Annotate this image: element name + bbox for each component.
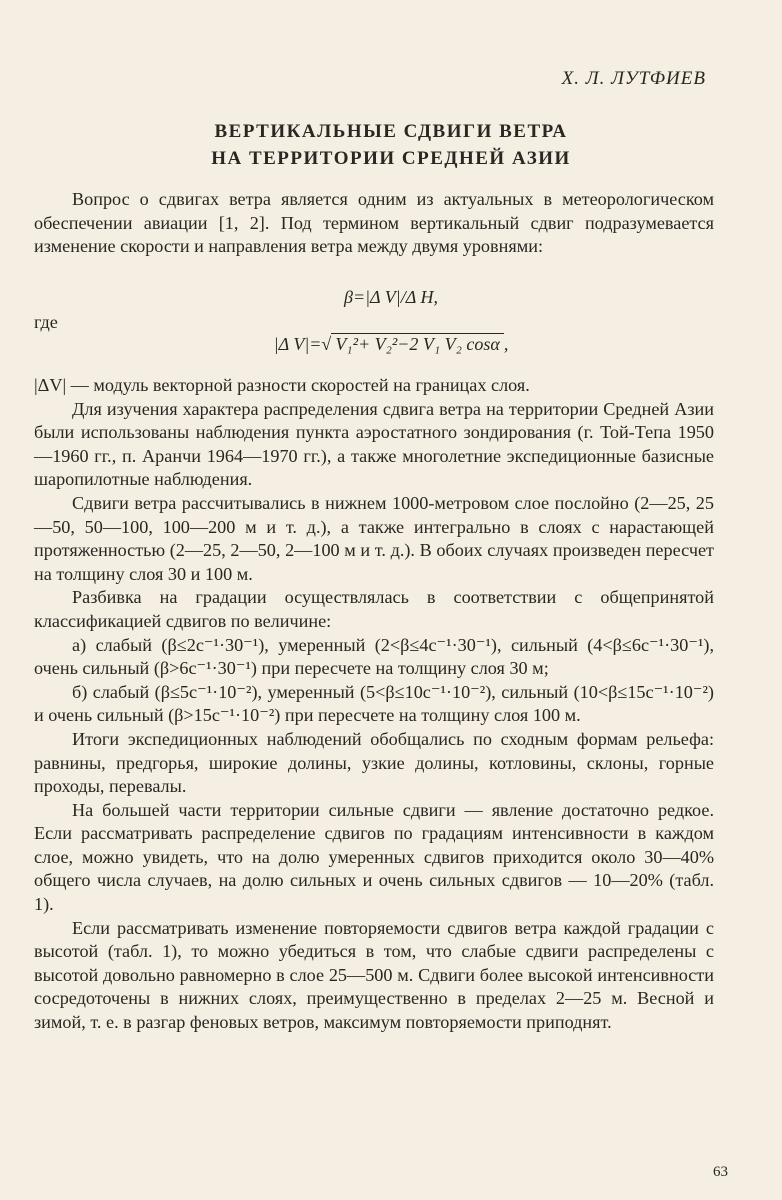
list-item-b: б) слабый (β≤5c⁻¹·10⁻²), умеренный (5<β≤10c⁻¹·10⁻²), сильный (10<β≤15c⁻¹·10⁻²) и очень сильный (β>15c⁻¹·10⁻²) при пересчете на толщину слоя 100 м. (34, 681, 714, 726)
author-name: Х. Л. ЛУТФИЕВ (561, 68, 706, 89)
paragraph-7: Если рассматривать изменение повторяемости сдвигов ветра каждой градации с высотой (табл. 1), то можно убедиться в том, что слабые сдвиги распределены с высотой довольно равномерно в слое 25—500 м. Сдвиги более высокой интенсивности сосредоточены в нижних слоях, преимущественно в пределах 2—25 м. Весной и зимой, т. е. в разгар феновых ветров, максимум повторяемости приподнят. (34, 917, 714, 1033)
paragraph-2: Для изучения характера распределения сдвига ветра на территории Средней Азии были использованы наблюдения пункта аэростатного зондирования (г. Той-Тепа 1950—1960 гг., п. Аранчи 1964—1970 гг.), а также многолетние экспедиционные базисные шаропилотные наблюдения. (34, 398, 714, 490)
formula-beta: β=|Δ V|/Δ H, (344, 287, 438, 307)
delta-v-definition: |ΔV| — модуль векторной разности скоростей на границах слоя. (34, 375, 530, 395)
paragraph-3: Сдвиги ветра рассчитывались в нижнем 1000-метровом слое послойно (2—25, 25—50, 50—100, 100—200 м и т. д.), а также интегрально в слоях с нарастающей протяженностью (2—25, 2—50, 2—100 м и т. д.). В обоих случаях произведен пересчет на толщину слоя 30 и 100 м. (34, 492, 714, 584)
paragraph-6: На большей части территории сильные сдвиги — явление достаточно редкое. Если рассматривать распределение сдвигов по градациям интенсивности в каждом слое, можно увидеть, что на долю умеренных сдвигов приходится около 30—40% общего числа случаев, на долю сильных и очень сильных сдвигов — 10—20% (табл. 1). (34, 799, 714, 915)
formula-delta-v (0, 334, 782, 355)
list-item-a: а) слабый (β≤2c⁻¹·30⁻¹), умеренный (2<β≤4c⁻¹·30⁻¹), сильный (4<β≤6c⁻¹·30⁻¹), очень сильный (β>6c⁻¹·30⁻¹) при пересчете на толщину слоя 30 м; (34, 634, 714, 679)
where-label: где (34, 312, 58, 332)
paragraph-5: Итоги экспедиционных наблюдений обобщались по сходным формам рельефа: равнины, предгорья, широкие долины, узкие долины, котловины, склоны, горные проходы, перевалы. (34, 728, 714, 797)
formula-delta-v-radicand: V₁²+ V₂²−2 V₁ V₂ cosα (331, 333, 504, 354)
formula-delta-v-end: , (503, 334, 509, 354)
title-line-2: НА ТЕРРИТОРИИ СРЕДНЕЙ АЗИИ (211, 148, 571, 169)
article-title (0, 118, 782, 172)
main-body (34, 374, 714, 1035)
page-number: 63 (713, 1164, 728, 1180)
paragraph-4: Разбивка на градации осуществлялась в соответствии с общепринятой классификацией сдвигов по величине: (34, 587, 714, 631)
intro-block (34, 188, 714, 259)
paragraph-1: Вопрос о сдвигах ветра является одним из актуальных в метеорологическом обеспечении авиации [1, 2]. Под термином вертикальный сдвиг подразумевается изменение скорости и направления ветра между двумя уровнями: (34, 189, 714, 257)
formula-delta-v-left: |Δ V|= (273, 334, 322, 354)
sqrt-sign: √ (321, 334, 332, 354)
title-line-1: ВЕРТИКАЛЬНЫЕ СДВИГИ ВЕТРА (214, 121, 568, 142)
